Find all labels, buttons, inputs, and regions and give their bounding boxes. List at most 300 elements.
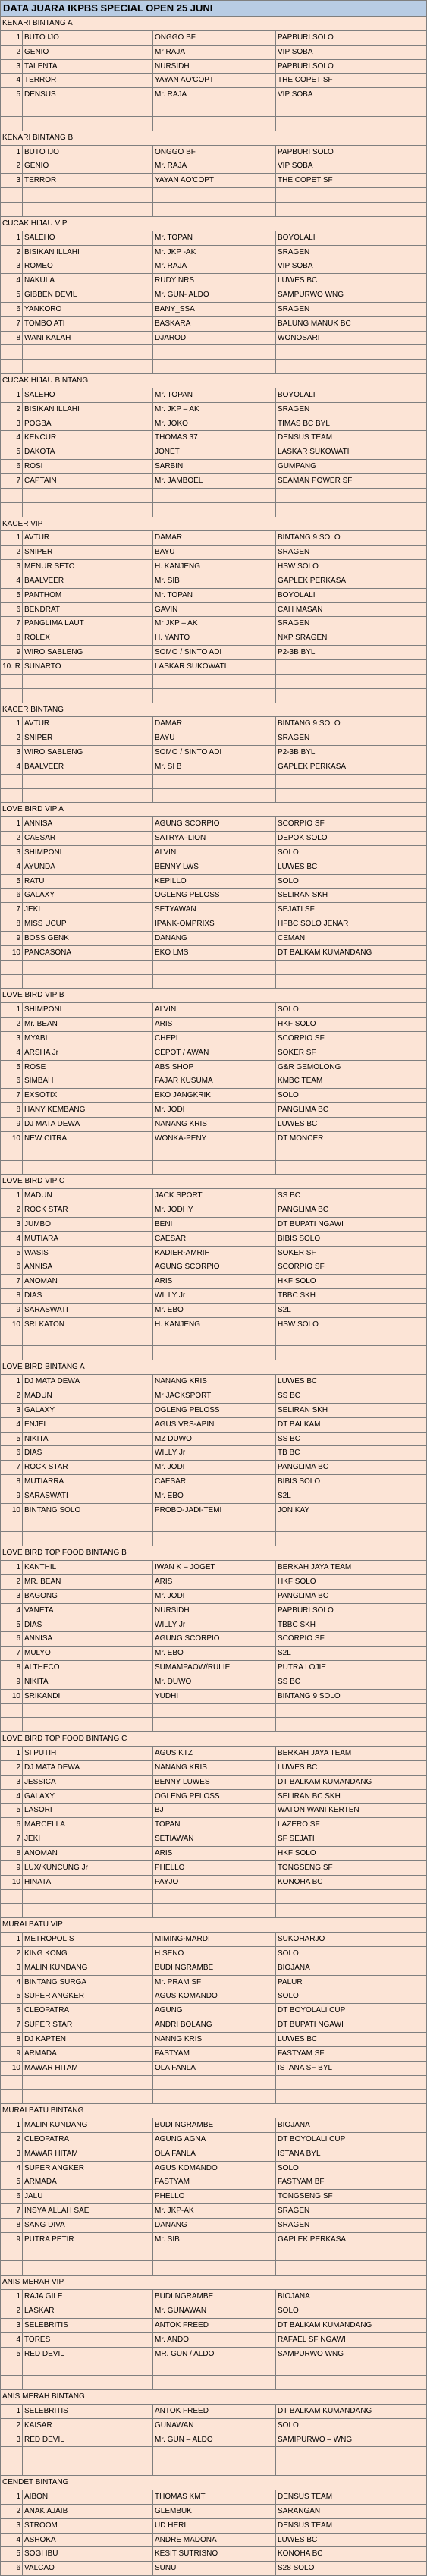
bird-name-cell: SUPER ANGKER <box>23 1989 153 2003</box>
blank-cell <box>0 503 23 517</box>
bird-name-cell: SALEHO <box>23 231 153 245</box>
team-cell: SOLO <box>276 2304 427 2318</box>
rank-cell: 2 <box>0 832 23 845</box>
owner-cell: PROBO-JADI-TEMI <box>153 1504 276 1518</box>
team-cell: KONOHA BC <box>276 1876 427 1889</box>
rank-cell: 2 <box>0 2133 23 2147</box>
bird-name-cell: LUX/KUNCUNG Jr <box>23 1861 153 1875</box>
rank-cell: 8 <box>0 1661 23 1675</box>
owner-cell: MZ DUWO <box>153 1433 276 1446</box>
bird-name-cell: DENSUS <box>23 88 153 102</box>
team-cell: PALUR <box>276 1976 427 1989</box>
table-row <box>0 303 427 317</box>
rank-cell: 2 <box>0 1761 23 1775</box>
rank-cell: 4 <box>0 1976 23 1989</box>
owner-cell: Mr RAJA <box>153 46 276 59</box>
team-cell: DENSUS TEAM <box>276 2490 427 2504</box>
rank-cell: 8 <box>0 2033 23 2046</box>
team-cell: PAPBURI SOLO <box>276 31 427 45</box>
bird-name-cell: METROPOLIS <box>23 1933 153 1946</box>
bird-name-cell: VANETA <box>23 1604 153 1618</box>
blank-cell <box>153 1346 276 1360</box>
team-cell: SS BC <box>276 1675 427 1689</box>
team-cell: FASTYAM SF <box>276 2047 427 2061</box>
blank-cell <box>23 1904 153 1917</box>
table-row <box>0 631 427 646</box>
bird-name-cell: MALIN KUNDANG <box>23 2118 153 2132</box>
table-row <box>0 1989 427 2004</box>
table-row <box>0 846 427 860</box>
table-row <box>0 832 427 846</box>
rank-cell: 2 <box>0 1018 23 1031</box>
bird-name-cell: RAJA GILE <box>23 2290 153 2304</box>
owner-cell: EKO LMS <box>153 946 276 960</box>
section-title: KENARI BINTANG B <box>0 131 427 145</box>
owner-cell: CAESAR <box>153 1232 276 1246</box>
team-cell: HKF SOLO <box>276 1018 427 1031</box>
rank-cell: 6 <box>0 603 23 617</box>
section-title: MURAI BATU VIP <box>0 1918 427 1932</box>
bird-name-cell: NAKULA <box>23 274 153 288</box>
rank-cell: 8 <box>0 1289 23 1303</box>
blank-cell <box>0 789 23 803</box>
owner-cell: FASTYAM <box>153 2047 276 2061</box>
owner-cell: OLA FANLA <box>153 2062 276 2075</box>
rank-cell: 1 <box>0 531 23 545</box>
bird-name-cell: KAISAR <box>23 2419 153 2433</box>
team-cell: KONOHA BC <box>276 2547 427 2561</box>
table-row <box>0 1504 427 1518</box>
blank-row <box>0 203 427 217</box>
table-row <box>0 431 427 445</box>
blank-cell <box>153 2076 276 2090</box>
rank-cell: 6 <box>0 889 23 902</box>
bird-name-cell: DJ MATA DEWA <box>23 1118 153 1131</box>
table-row <box>0 1632 427 1647</box>
section-title: LOVE BIRD VIP B <box>0 989 427 1002</box>
rank-cell: 10 <box>0 2062 23 2075</box>
section-header <box>0 517 427 532</box>
blank-cell <box>23 1332 153 1346</box>
owner-cell: GAVIN <box>153 603 276 617</box>
blank-cell <box>153 1161 276 1175</box>
bird-name-cell: AIBON <box>23 2490 153 2504</box>
table-row <box>0 1604 427 1618</box>
team-cell: SS BC <box>276 1189 427 1203</box>
team-cell: TIMAS BC BYL <box>276 417 427 431</box>
team-cell: SRAGEN <box>276 2219 427 2232</box>
rank-cell: 5 <box>0 875 23 889</box>
section-title: CUCAK HIJAU BINTANG <box>0 374 427 388</box>
owner-cell: BENNY LUWES <box>153 1776 276 1789</box>
owner-cell: Mr. JKP -AK <box>153 246 276 259</box>
bird-name-cell: CLEOPATRA <box>23 2133 153 2147</box>
owner-cell: ANDRE MADONA <box>153 2534 276 2547</box>
owner-cell: NURSIDH <box>153 1604 276 1618</box>
rank-cell: 9 <box>0 1304 23 1317</box>
blank-row <box>0 2247 427 2262</box>
rank-cell: 3 <box>0 846 23 860</box>
table-row <box>0 2062 427 2076</box>
rank-cell: 1 <box>0 388 23 402</box>
table-row <box>0 1876 427 1890</box>
team-cell: SOLO <box>276 1989 427 2003</box>
owner-cell: BUDI NGRAMBE <box>153 1961 276 1975</box>
blank-cell <box>153 1146 276 1160</box>
bird-name-cell: VALCAO <box>23 2562 153 2575</box>
team-cell: DEPOK SOLO <box>276 832 427 845</box>
bird-name-cell: JESSICA <box>23 1776 153 1789</box>
owner-cell: THOMAS KMT <box>153 2490 276 2504</box>
team-cell: HKF SOLO <box>276 1847 427 1860</box>
rank-cell: 4 <box>0 1790 23 1804</box>
table-row <box>0 1003 427 1018</box>
team-cell: S2L <box>276 1489 427 1503</box>
blank-cell <box>23 203 153 216</box>
rank-cell: 1 <box>0 146 23 159</box>
blank-cell <box>23 2376 153 2389</box>
section-title: CENDET BINTANG <box>0 2476 427 2490</box>
table-row <box>0 1618 427 1633</box>
rank-cell: 2 <box>0 246 23 259</box>
table-row <box>0 2190 427 2204</box>
rank-cell: 1 <box>0 2490 23 2504</box>
table-row <box>0 159 427 174</box>
bird-name-cell: BAALVEER <box>23 760 153 774</box>
blank-cell <box>276 961 427 974</box>
rank-cell: 9 <box>0 1489 23 1503</box>
team-cell: LUWES BC <box>276 1118 427 1131</box>
table-row <box>0 932 427 946</box>
blank-cell <box>153 345 276 359</box>
blank-cell <box>276 1518 427 1532</box>
table-row <box>0 74 427 88</box>
blank-cell <box>276 2361 427 2375</box>
bird-name-cell: BINTANG SOLO <box>23 1504 153 1518</box>
blank-cell <box>0 1718 23 1731</box>
team-cell: TB BC <box>276 1446 427 1460</box>
bird-name-cell: MAWAR HITAM <box>23 2062 153 2075</box>
blank-cell <box>153 975 276 989</box>
section-title: ANIS MERAH BINTANG <box>0 2390 427 2404</box>
owner-cell: Mr. EBO <box>153 1489 276 1503</box>
table-row <box>0 1976 427 1990</box>
bird-name-cell: GALAXY <box>23 1790 153 1804</box>
table-row <box>0 903 427 917</box>
section-title: KACER BINTANG <box>0 703 427 717</box>
owner-cell: ONGGO BF <box>153 146 276 159</box>
table-row <box>0 589 427 603</box>
rank-cell: 7 <box>0 903 23 917</box>
table-row <box>0 2405 427 2419</box>
section-title: KENARI BINTANG A <box>0 17 427 30</box>
blank-cell <box>0 689 23 703</box>
bird-name-cell: MADUN <box>23 1389 153 1403</box>
owner-cell: BAYU <box>153 546 276 559</box>
bird-name-cell: DJ KAPTEN <box>23 2033 153 2046</box>
bird-name-cell: AYUNDA <box>23 860 153 874</box>
owner-cell: BENNY LWS <box>153 860 276 874</box>
bird-name-cell: MARCELLA <box>23 1818 153 1832</box>
owner-cell: CAESAR <box>153 1475 276 1489</box>
bird-name-cell: SHIMPONI <box>23 846 153 860</box>
rank-cell: 5 <box>0 2348 23 2361</box>
team-cell: THE COPET SF <box>276 74 427 87</box>
bird-name-cell: POGBA <box>23 417 153 431</box>
table-row <box>0 1132 427 1146</box>
blank-cell <box>153 2376 276 2389</box>
table-row <box>0 574 427 589</box>
team-cell: DT BOYOLALI CUP <box>276 2133 427 2147</box>
rank-cell: 3 <box>0 2147 23 2161</box>
owner-cell: SETYAWAN <box>153 903 276 917</box>
team-cell: GUMPANG <box>276 460 427 473</box>
table-row <box>0 817 427 832</box>
blank-row <box>0 2376 427 2390</box>
team-cell: SELIRAN SKH <box>276 1404 427 1417</box>
table-row <box>0 1389 427 1404</box>
bird-name-cell: DAKOTA <box>23 445 153 459</box>
blank-cell <box>276 1161 427 1175</box>
table-row <box>0 1847 427 1861</box>
blank-row <box>0 188 427 203</box>
blank-cell <box>0 1704 23 1718</box>
blank-cell <box>23 675 153 688</box>
blank-cell <box>0 360 23 373</box>
blank-cell <box>0 203 23 216</box>
table-row <box>0 1590 427 1604</box>
section-header <box>0 1360 427 1375</box>
rank-cell: 2 <box>0 2505 23 2518</box>
owner-cell: ALVIN <box>153 1003 276 1017</box>
table-row <box>0 1089 427 1103</box>
team-cell: G&R GEMOLONG <box>276 1061 427 1074</box>
rank-cell: 8 <box>0 2219 23 2232</box>
team-cell: SS BC <box>276 1389 427 1403</box>
section-title: LOVE BIRD VIP C <box>0 1175 427 1188</box>
rank-cell: 3 <box>0 2519 23 2533</box>
blank-row <box>0 503 427 517</box>
table-row <box>0 1218 427 1232</box>
owner-cell: CHEPI <box>153 1032 276 1046</box>
team-cell: HKF SOLO <box>276 1575 427 1589</box>
blank-row <box>0 1146 427 1161</box>
table-row <box>0 646 427 660</box>
owner-cell: H SENO <box>153 1947 276 1961</box>
blank-cell <box>23 102 153 116</box>
table-row <box>0 1032 427 1046</box>
bird-name-cell: ROCK STAR <box>23 1203 153 1217</box>
blank-cell <box>23 2361 153 2375</box>
owner-cell: Mr. SIB <box>153 2233 276 2247</box>
owner-cell: WILLY Jr <box>153 1289 276 1303</box>
blank-cell <box>0 775 23 788</box>
table-row <box>0 274 427 288</box>
owner-cell: MR. GUN / ALDO <box>153 2348 276 2361</box>
table-row <box>0 1118 427 1132</box>
table-row <box>0 746 427 760</box>
bird-name-cell: ANAK AJAIB <box>23 2505 153 2518</box>
blank-cell <box>23 345 153 359</box>
team-cell: SAMPURWO WNG <box>276 2348 427 2361</box>
rank-cell: 5 <box>0 288 23 302</box>
owner-cell: NANANG KRIS <box>153 1375 276 1389</box>
blank-cell <box>0 102 23 116</box>
owner-cell: ARIS <box>153 1847 276 1860</box>
table-row <box>0 174 427 188</box>
bird-name-cell: JALU <box>23 2190 153 2203</box>
table-row <box>0 1776 427 1790</box>
table-row <box>0 474 427 489</box>
blank-cell <box>0 2247 23 2261</box>
owner-cell: BENI <box>153 1218 276 1231</box>
rank-cell: 9 <box>0 646 23 659</box>
owner-cell: ONGGO BF <box>153 31 276 45</box>
bird-name-cell: DJ MATA DEWA <box>23 1761 153 1775</box>
table-row <box>0 1260 427 1275</box>
rank-cell: 4 <box>0 274 23 288</box>
owner-cell: PHELLO <box>153 1861 276 1875</box>
rank-cell: 4 <box>0 860 23 874</box>
table-row <box>0 1289 427 1304</box>
blank-row <box>0 689 427 703</box>
rank-cell: 1 <box>0 1747 23 1760</box>
team-cell: PANGLIMA BC <box>276 1590 427 1603</box>
bird-name-cell: WANI KALAH <box>23 332 153 345</box>
blank-cell <box>0 345 23 359</box>
bird-name-cell: ANOMAN <box>23 1847 153 1860</box>
blank-cell <box>276 1704 427 1718</box>
owner-cell: SUNU <box>153 2562 276 2575</box>
rank-cell: 3 <box>0 1404 23 1417</box>
table-row <box>0 2547 427 2562</box>
bird-name-cell: SRIKANDI <box>23 1690 153 1703</box>
owner-cell: AGUNG SCORPIO <box>153 1632 276 1646</box>
team-cell: SRAGEN <box>276 403 427 417</box>
bird-name-cell: ROCK STAR <box>23 1461 153 1474</box>
section-header <box>0 989 427 1003</box>
bird-name-cell: SALEHO <box>23 388 153 402</box>
table-row <box>0 1647 427 1661</box>
table-row <box>0 460 427 474</box>
owner-cell: SATRYA–LION <box>153 832 276 845</box>
bird-name-cell: BISIKAN ILLAHI <box>23 403 153 417</box>
bird-name-cell: HANY KEMBANG <box>23 1103 153 1117</box>
section-header <box>0 1175 427 1189</box>
blank-cell <box>276 2461 427 2475</box>
blank-cell <box>0 489 23 502</box>
section-header <box>0 803 427 817</box>
rank-cell: 6 <box>0 1074 23 1088</box>
owner-cell: Mr. PRAM SF <box>153 1976 276 1989</box>
bird-name-cell: TORES <box>23 2333 153 2347</box>
table-row <box>0 875 427 889</box>
team-cell: SCORPIO SF <box>276 817 427 831</box>
table-row <box>0 1433 427 1447</box>
team-cell: SOLO <box>276 1003 427 1017</box>
table-row <box>0 2490 427 2505</box>
blank-row <box>0 1904 427 1918</box>
owner-cell: SOMO / SINTO ADI <box>153 646 276 659</box>
team-cell: S2L <box>276 1647 427 1660</box>
team-cell: BOYOLALI <box>276 388 427 402</box>
table-row <box>0 2562 427 2576</box>
blank-cell <box>153 1718 276 1731</box>
bird-name-cell: MALIN KUNDANG <box>23 1961 153 1975</box>
blank-cell <box>0 2090 23 2103</box>
table-row <box>0 2333 427 2348</box>
team-cell: GAPLEK PERKASA <box>276 574 427 588</box>
rank-cell: 5 <box>0 88 23 102</box>
rank-cell: 7 <box>0 474 23 488</box>
blank-cell <box>0 188 23 202</box>
team-cell: LUWES BC <box>276 274 427 288</box>
bird-name-cell: BUTO IJO <box>23 146 153 159</box>
rank-cell: 10 <box>0 1318 23 1332</box>
owner-cell: AGUS VRS-APIN <box>153 1418 276 1432</box>
rank-cell: 10. R <box>0 660 23 674</box>
owner-cell: FAJAR KUSUMA <box>153 1074 276 1088</box>
team-cell: LAZERO SF <box>276 1818 427 1832</box>
blank-cell <box>23 975 153 989</box>
owner-cell: AGUS KTZ <box>153 1747 276 1760</box>
rank-cell: 2 <box>0 731 23 745</box>
rank-cell: 7 <box>0 2204 23 2218</box>
table-row <box>0 2505 427 2519</box>
table-row <box>0 1947 427 1961</box>
owner-cell: DJAROD <box>153 332 276 345</box>
owner-cell: KADIER-AMRIH <box>153 1247 276 1260</box>
team-cell: DT BALKAM KUMANDANG <box>276 2319 427 2332</box>
blank-cell <box>276 360 427 373</box>
owner-cell: AGUS KOMANDO <box>153 1989 276 2003</box>
rank-cell: 3 <box>0 2319 23 2332</box>
owner-cell: Mr. RAJA <box>153 259 276 273</box>
owner-cell: Mr. JKP-AK <box>153 2204 276 2218</box>
team-cell: BINTANG 9 SOLO <box>276 1690 427 1703</box>
bird-name-cell: ARSHA Jr <box>23 1046 153 1060</box>
bird-name-cell: MADUN <box>23 1189 153 1203</box>
rank-cell: 2 <box>0 2304 23 2318</box>
table-row <box>0 946 427 961</box>
table-row <box>0 2348 427 2362</box>
team-cell: CEMANI <box>276 932 427 945</box>
blank-row <box>0 1346 427 1360</box>
owner-cell: ALVIN <box>153 846 276 860</box>
owner-cell: SUMAMPAOW/RULIE <box>153 1661 276 1675</box>
bird-name-cell: ARMADA <box>23 2047 153 2061</box>
blank-cell <box>153 1704 276 1718</box>
bird-name-cell: GALAXY <box>23 889 153 902</box>
table-row <box>0 2419 427 2433</box>
section-header <box>0 703 427 718</box>
rank-cell: 10 <box>0 946 23 960</box>
owner-cell: AGUNG SCORPIO <box>153 817 276 831</box>
blank-cell <box>23 2247 153 2261</box>
owner-cell: BASKARA <box>153 317 276 331</box>
table-row <box>0 1018 427 1032</box>
rank-cell: 6 <box>0 303 23 316</box>
table-row <box>0 1446 427 1461</box>
rank-cell: 1 <box>0 231 23 245</box>
blank-cell <box>23 1146 153 1160</box>
table-row <box>0 388 427 403</box>
bird-name-cell: SARASWATI <box>23 1304 153 1317</box>
team-cell: SUKOHARJO <box>276 1933 427 1946</box>
rank-cell: 2 <box>0 1575 23 1589</box>
rank-cell: 2 <box>0 1203 23 1217</box>
table-row <box>0 1675 427 1690</box>
